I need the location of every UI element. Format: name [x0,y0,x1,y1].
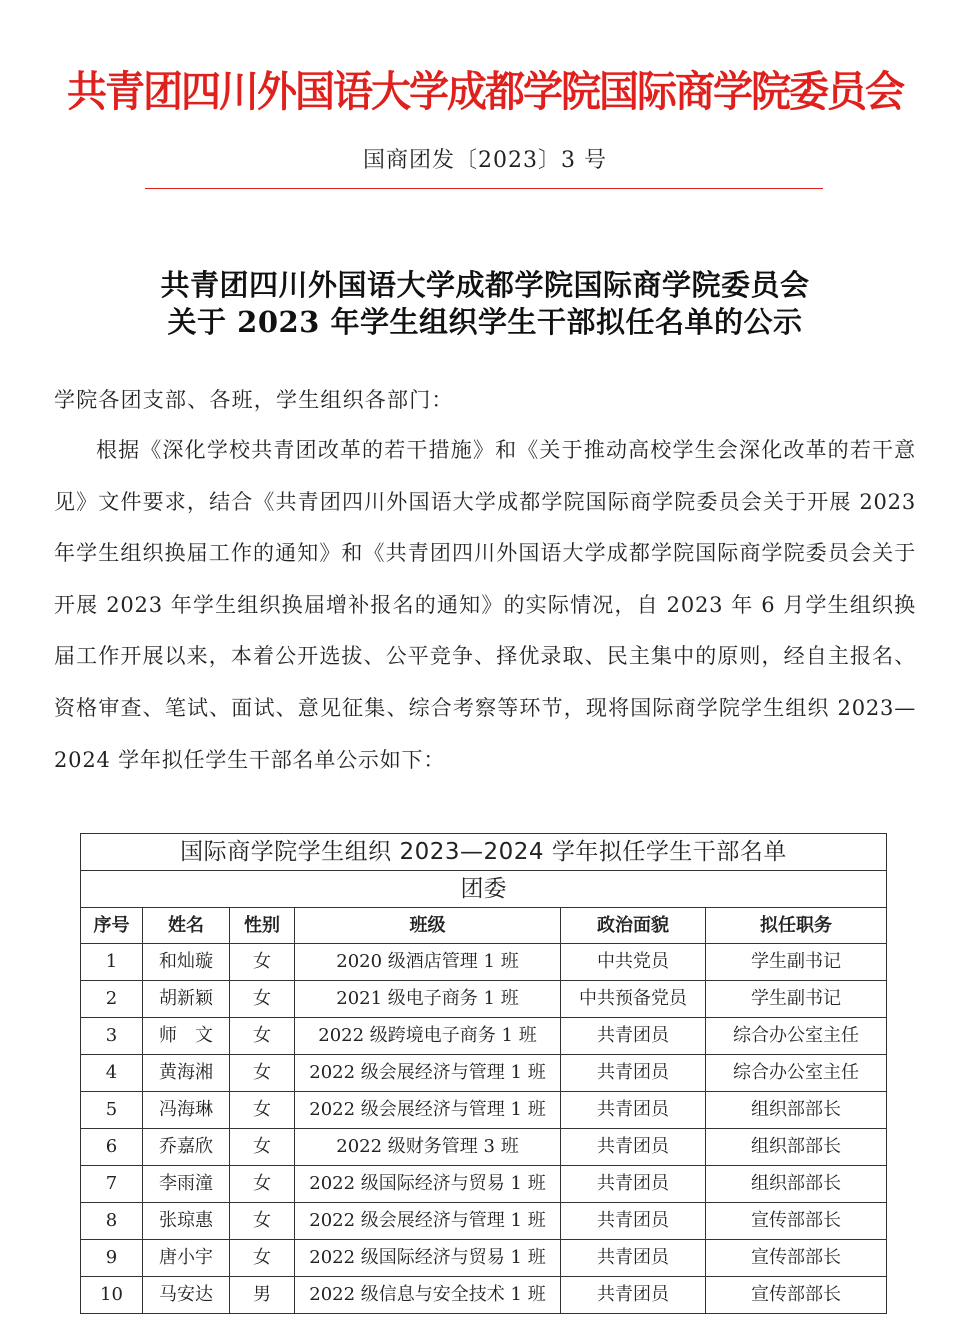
cell-political-status: 共青团员 [561,1240,706,1277]
organization-header: 共青团四川外国语大学成都学院国际商学院委员会 [67,68,903,117]
table-header-row [81,908,887,944]
cell-gender: 女 [230,1129,295,1166]
cell-name: 张琼惠 [143,1203,230,1240]
cell-number: 8 [81,1203,143,1240]
cell-position: 学生副书记 [706,981,887,1018]
column-header-name: 姓名 [143,908,230,944]
cell-name: 和灿璇 [143,944,230,981]
cell-position: 学生副书记 [706,944,887,981]
cell-number: 5 [81,1092,143,1129]
cell-position: 宣传部部长 [706,1277,887,1314]
cell-position: 宣传部部长 [706,1203,887,1240]
cell-position: 综合办公室主任 [706,1055,887,1092]
cell-name: 唐小宇 [143,1240,230,1277]
table-caption: 国际商学院学生组织 2023—2024 学年拟任学生干部名单 [81,834,887,871]
cell-gender: 女 [230,1018,295,1055]
cell-political-status: 共青团员 [561,1277,706,1314]
cell-gender: 女 [230,1092,295,1129]
cell-gender: 男 [230,1277,295,1314]
cadre-roster-table [80,833,887,1314]
cell-name: 乔嘉欣 [143,1129,230,1166]
table-section-label: 团委 [81,871,887,908]
cell-number: 9 [81,1240,143,1277]
cell-number: 2 [81,981,143,1018]
cell-political-status: 共青团员 [561,1166,706,1203]
cell-name: 师 文 [143,1018,230,1055]
column-header-gender: 性别 [230,908,295,944]
cell-political-status: 中共预备党员 [561,981,706,1018]
table-row [81,1092,887,1129]
cell-gender: 女 [230,981,295,1018]
cell-name: 黄海湘 [143,1055,230,1092]
cell-position: 组织部部长 [706,1166,887,1203]
cell-class: 2022 级信息与安全技术 1 班 [295,1277,561,1314]
cell-political-status: 中共党员 [561,944,706,981]
column-header-class: 班级 [295,908,561,944]
cell-class: 2022 级会展经济与管理 1 班 [295,1092,561,1129]
cell-number: 10 [81,1277,143,1314]
table-row [81,1055,887,1092]
document-title-line2: 关于 2023 年学生组织学生干部拟任名单的公示 [167,305,803,339]
header-divider [145,188,823,189]
body-paragraph: 根据《深化学校共青团改革的若干措施》和《关于推动高校学生会深化改革的若干意见》文件要求，结合《共青团四川外国语大学成都学院国际商学院委员会关于开展 2023 年学生组织换届工作的通知》和《共青团四川外国语大学成都学院国际商学院委员会关于开展 2023 年学生组织换届增补报名的通知》的实际情况，自 2023 年 6 月学生组织换届工作开展以来，本着公开选拔、公平竞争、择优录取、民主集中的原则，经自主报名、资格审查、笔试、面试、意见征集、综合考察等环节，现将国际商学院学生组织 2023—2024 学年拟任学生干部名单公示如下： [54,438,916,772]
cell-class: 2021 级电子商务 1 班 [295,981,561,1018]
cell-position: 组织部部长 [706,1129,887,1166]
table-row [81,1166,887,1203]
column-header-political-status: 政治面貌 [561,908,706,944]
cell-position: 组织部部长 [706,1092,887,1129]
cell-gender: 女 [230,944,295,981]
table-section-row [81,871,887,908]
cell-gender: 女 [230,1203,295,1240]
table-row [81,1129,887,1166]
document-number: 国商团发〔2023〕3 号 [363,148,607,173]
cell-number: 4 [81,1055,143,1092]
cell-name: 李雨潼 [143,1166,230,1203]
cell-political-status: 共青团员 [561,1018,706,1055]
cell-political-status: 共青团员 [561,1129,706,1166]
cell-political-status: 共青团员 [561,1092,706,1129]
cell-class: 2022 级会展经济与管理 1 班 [295,1055,561,1092]
document-title-line1: 共青团四川外国语大学成都学院国际商学院委员会 [160,268,810,302]
cell-class: 2020 级酒店管理 1 班 [295,944,561,981]
cell-gender: 女 [230,1240,295,1277]
cell-number: 7 [81,1166,143,1203]
cell-class: 2022 级国际经济与贸易 1 班 [295,1166,561,1203]
table-row [81,1203,887,1240]
salutation: 学院各团支部、各班，学生组织各部门： [54,388,454,412]
table-row [81,1240,887,1277]
cell-political-status: 共青团员 [561,1203,706,1240]
column-header-number: 序号 [81,908,143,944]
table-row [81,981,887,1018]
cell-name: 胡新颖 [143,981,230,1018]
cell-position: 宣传部部长 [706,1240,887,1277]
cell-name: 马安达 [143,1277,230,1314]
cell-class: 2022 级会展经济与管理 1 班 [295,1203,561,1240]
cell-class: 2022 级财务管理 3 班 [295,1129,561,1166]
table-row [81,1277,887,1314]
cell-position: 综合办公室主任 [706,1018,887,1055]
cell-class: 2022 级跨境电子商务 1 班 [295,1018,561,1055]
table-row [81,944,887,981]
cell-number: 6 [81,1129,143,1166]
table-row [81,1018,887,1055]
cell-gender: 女 [230,1055,295,1092]
cell-number: 1 [81,944,143,981]
cell-class: 2022 级国际经济与贸易 1 班 [295,1240,561,1277]
cell-number: 3 [81,1018,143,1055]
cell-name: 冯海琳 [143,1092,230,1129]
column-header-position: 拟任职务 [706,908,887,944]
cell-political-status: 共青团员 [561,1055,706,1092]
cell-gender: 女 [230,1166,295,1203]
table-caption-row [81,834,887,871]
